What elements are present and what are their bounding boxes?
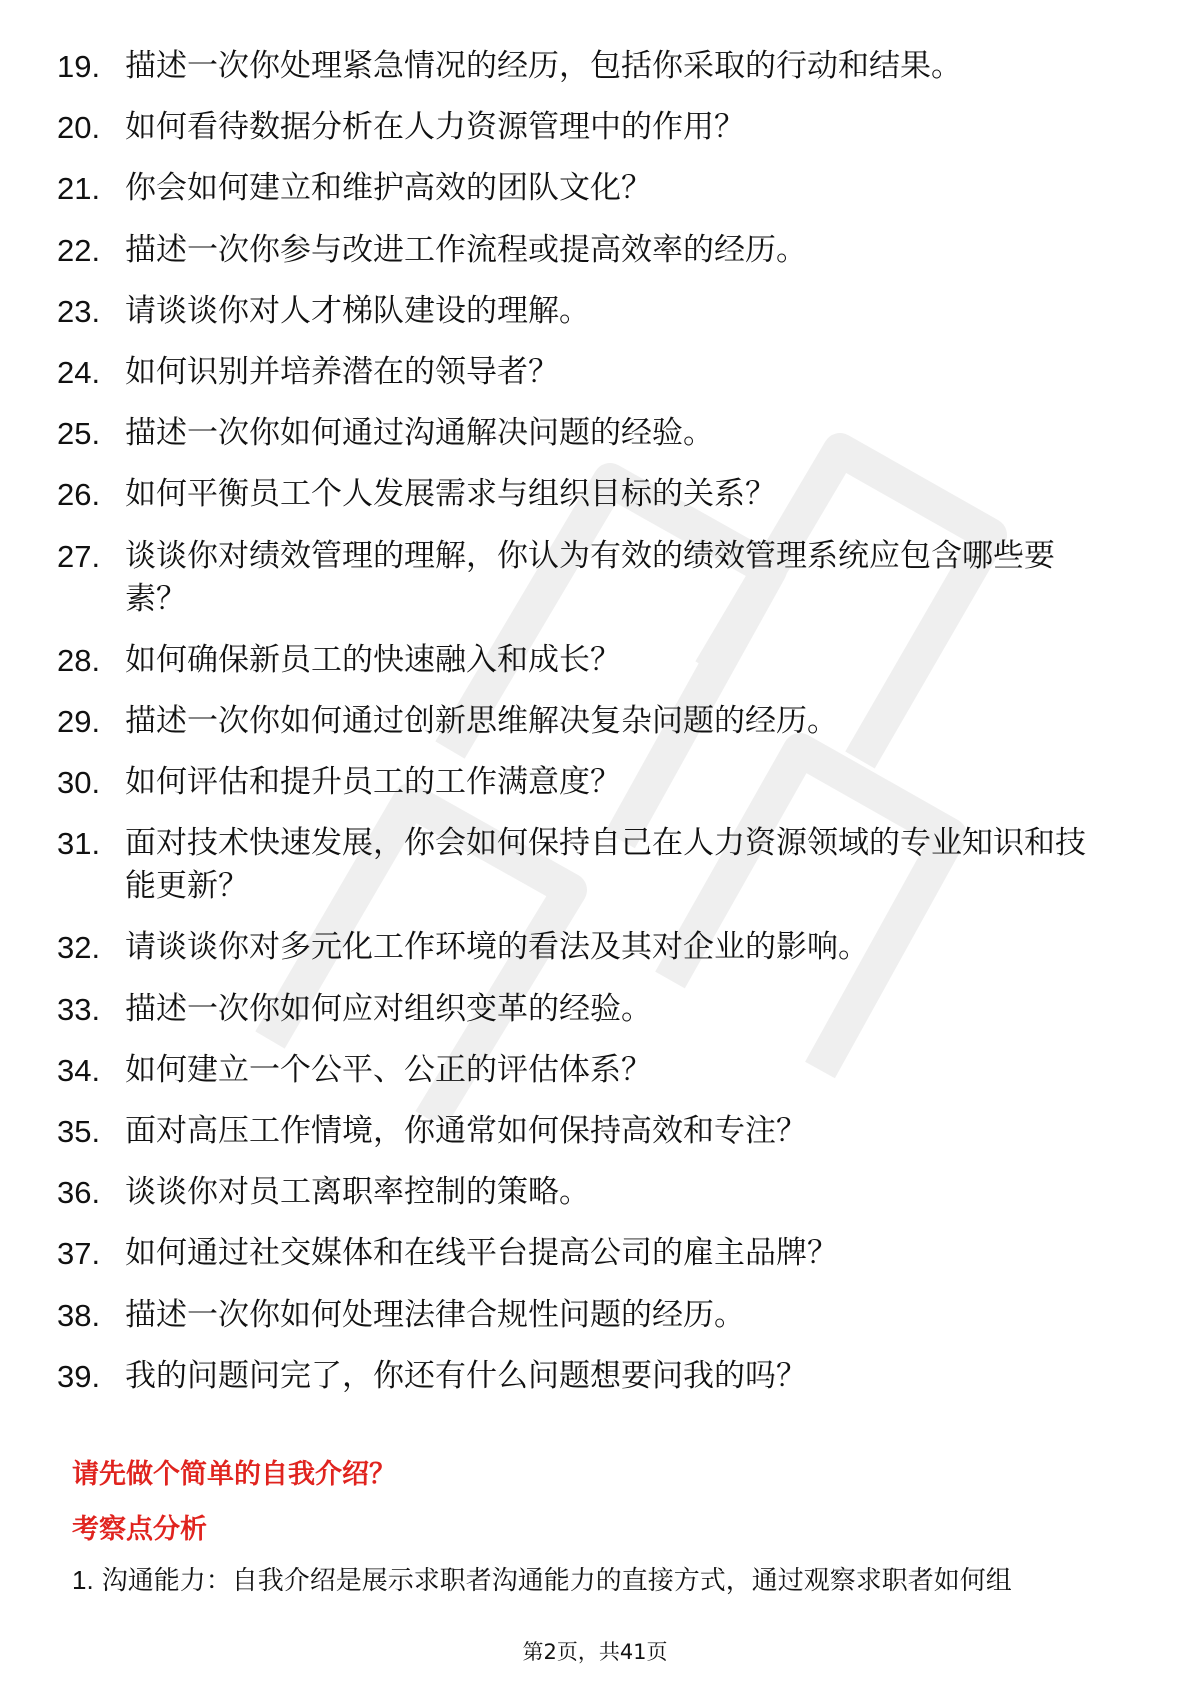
question-text: 如何评估和提升员工的工作满意度？ xyxy=(125,764,621,801)
list-item xyxy=(0,106,1190,149)
question-number: 35. xyxy=(57,1114,101,1149)
question-number: 20. xyxy=(57,110,101,146)
analysis-item-number: 1. xyxy=(72,1565,94,1595)
question-number: 32. xyxy=(57,930,101,966)
list-item xyxy=(0,1110,1190,1153)
list-item xyxy=(0,290,1190,333)
question-text: 如何看待数据分析在人力资源管理中的作用？ xyxy=(125,109,745,146)
question-number: 39. xyxy=(57,1358,101,1394)
question-text: 你会如何建立和维护高效的团队文化？ xyxy=(125,170,652,207)
question-list xyxy=(0,45,1190,1416)
question-text: 面对技术快速发展，你会如何保持自己在人力资源领域的专业知识和技能更新？ xyxy=(125,825,1086,905)
list-item xyxy=(0,45,1190,88)
list-item xyxy=(0,926,1190,969)
analysis-item-text: 沟通能力：自我介绍是展示求职者沟通能力的直接方式，通过观察求职者如何组 xyxy=(101,1566,1012,1596)
analysis-heading: 考察点分析 xyxy=(72,1514,207,1545)
list-item xyxy=(0,761,1190,804)
question-number: 22. xyxy=(57,232,101,268)
list-item xyxy=(0,1232,1190,1275)
question-number: 21. xyxy=(57,171,101,207)
analysis-item xyxy=(72,1560,1012,1597)
list-item xyxy=(0,351,1190,394)
question-number: 26. xyxy=(57,477,101,513)
question-number: 33. xyxy=(57,991,101,1027)
list-item xyxy=(0,412,1190,455)
section-title: 请先做个简单的自我介绍？ xyxy=(72,1459,396,1490)
list-item xyxy=(0,1355,1190,1398)
question-text: 描述一次你如何处理法律合规性问题的经历。 xyxy=(125,1296,745,1333)
page-number: 第2页，共41页 xyxy=(522,1640,668,1664)
question-text: 描述一次你如何通过沟通解决问题的经验。 xyxy=(125,415,714,452)
list-item xyxy=(0,988,1190,1031)
question-text: 谈谈你对绩效管理的理解，你认为有效的绩效管理系统应包含哪些要素？ xyxy=(125,537,1055,617)
question-number: 30. xyxy=(57,765,101,801)
question-number: 36. xyxy=(57,1175,101,1211)
list-item xyxy=(0,535,1190,621)
question-text: 描述一次你如何应对组织变革的经验。 xyxy=(125,990,652,1027)
question-text: 请谈谈你对多元化工作环境的看法及其对企业的影响。 xyxy=(125,929,869,966)
question-text: 描述一次你如何通过创新思维解决复杂问题的经历。 xyxy=(125,702,838,739)
list-item xyxy=(0,700,1190,743)
question-number: 25. xyxy=(57,416,101,452)
question-number: 29. xyxy=(57,703,101,739)
list-item xyxy=(0,822,1190,908)
question-text: 谈谈你对员工离职率控制的策略。 xyxy=(125,1174,590,1211)
question-text: 如何平衡员工个人发展需求与组织目标的关系？ xyxy=(125,476,776,513)
list-item xyxy=(0,639,1190,682)
list-item xyxy=(0,473,1190,516)
list-item xyxy=(0,1294,1190,1337)
list-item xyxy=(0,229,1190,272)
question-text: 如何确保新员工的快速融入和成长？ xyxy=(125,641,621,678)
question-number: 31. xyxy=(57,826,101,862)
question-text: 描述一次你处理紧急情况的经历，包括你采取的行动和结果。 xyxy=(125,48,962,84)
list-item xyxy=(0,167,1190,210)
question-number: 37. xyxy=(57,1236,101,1272)
question-text: 如何建立一个公平、公正的评估体系？ xyxy=(125,1051,652,1088)
question-text: 面对高压工作情境，你通常如何保持高效和专注？ xyxy=(125,1113,807,1149)
question-text: 如何识别并培养潜在的领导者？ xyxy=(125,353,559,390)
question-text: 如何通过社交媒体和在线平台提高公司的雇主品牌？ xyxy=(125,1235,838,1272)
question-text: 请谈谈你对人才梯队建设的理解。 xyxy=(125,292,590,329)
question-text: 描述一次你参与改进工作流程或提高效率的经历。 xyxy=(125,231,807,268)
question-number: 38. xyxy=(57,1297,101,1333)
question-number: 19. xyxy=(57,49,101,84)
list-item xyxy=(0,1049,1190,1092)
question-number: 34. xyxy=(57,1052,101,1088)
question-number: 23. xyxy=(57,293,101,329)
question-number: 27. xyxy=(57,538,101,574)
question-number: 24. xyxy=(57,354,101,390)
question-text: 我的问题问完了，你还有什么问题想要问我的吗？ xyxy=(125,1357,807,1394)
list-item xyxy=(0,1171,1190,1214)
question-number: 28. xyxy=(57,642,101,678)
